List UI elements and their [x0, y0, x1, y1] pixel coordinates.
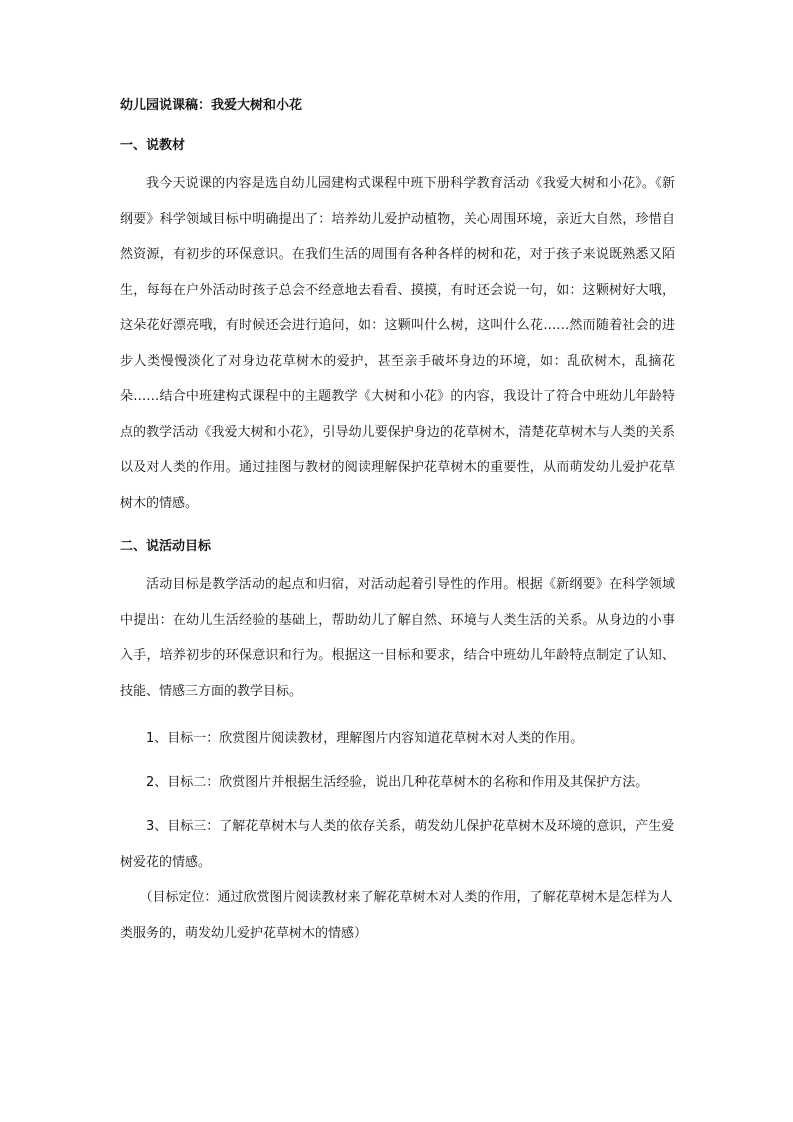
section-heading-textbook: 一、说教材	[120, 138, 186, 153]
goal-item-2: 2、目标二：欣赏图片并根据生活经验，说出几种花草树木的名称和作用及其保护方法。	[146, 775, 649, 790]
goal-item-1: 1、目标一：欣赏图片阅读教材，理解图片内容知道花草树木对人类的作用。	[146, 731, 584, 746]
goal-positioning-note: （目标定位：通过欣赏图片阅读教材来了解花草树木对人类的作用，了解花草树木是怎样为人类服务的，萌发幼儿爱护花草树木的情感）	[120, 890, 673, 941]
document-body	[120, 96, 675, 951]
section-paragraph-objectives: 活动目标是教学活动的起点和归宿，对活动起着引导性的作用。根据《新纲要》在科学领域中提出：在幼儿生活经验的基础上，帮助幼儿了解自然、环境与人类生活的关系。从身边的小事入手，培养初步的环保意识和行为。根据这一目标和要求，结合中班幼儿年龄特点制定了认知、技能、情感三方面的教学目标。	[120, 577, 675, 699]
goal-item-3: 3、目标三：了解花草树木与人类的依存关系，萌发幼儿保护花草树木及环境的意识，产生爱树爱花的情感。	[120, 819, 675, 870]
section-paragraph-textbook: 我今天说课的内容是选自幼儿园建构式课程中班下册科学教育活动《我爱大树和小花》。《新纲要》科学领域目标中明确提出了：培养幼儿爱护动植物，关心周围环境，亲近大自然，珍惜自然资源，有初步的环保意识。在我们生活的周围有各种各样的树和花，对于孩子来说既熟悉又陌生，每每在户外活动时孩子总会不经意地去看看、摸摸，有时还会说一句，如：这颗树好大哦，这朵花好漂亮哦，有时候还会进行追问，如：这颗叫什么树，这叫什么花……然而随着社会的进步人类慢慢淡化了对身边花草树木的爱护，甚至亲手破坏身边的环境，如：乱砍树木，乱摘花朵……结合中班建构式课程中的主题教学《大树和小花》的内容，我设计了符合中班幼儿年龄特点的教学活动《我爱大树和小花》，引导幼儿要保护身边的花草树木，清楚花草树木与人类的关系以及对人类的作用。通过挂图与教材的阅读理解保护花草树木的重要性，从而萌发幼儿爱护花草树木的情感。	[120, 176, 675, 511]
document-title: 幼儿园说课稿：我爱大树和小花	[120, 98, 303, 113]
section-heading-objectives: 二、说活动目标	[120, 539, 212, 554]
